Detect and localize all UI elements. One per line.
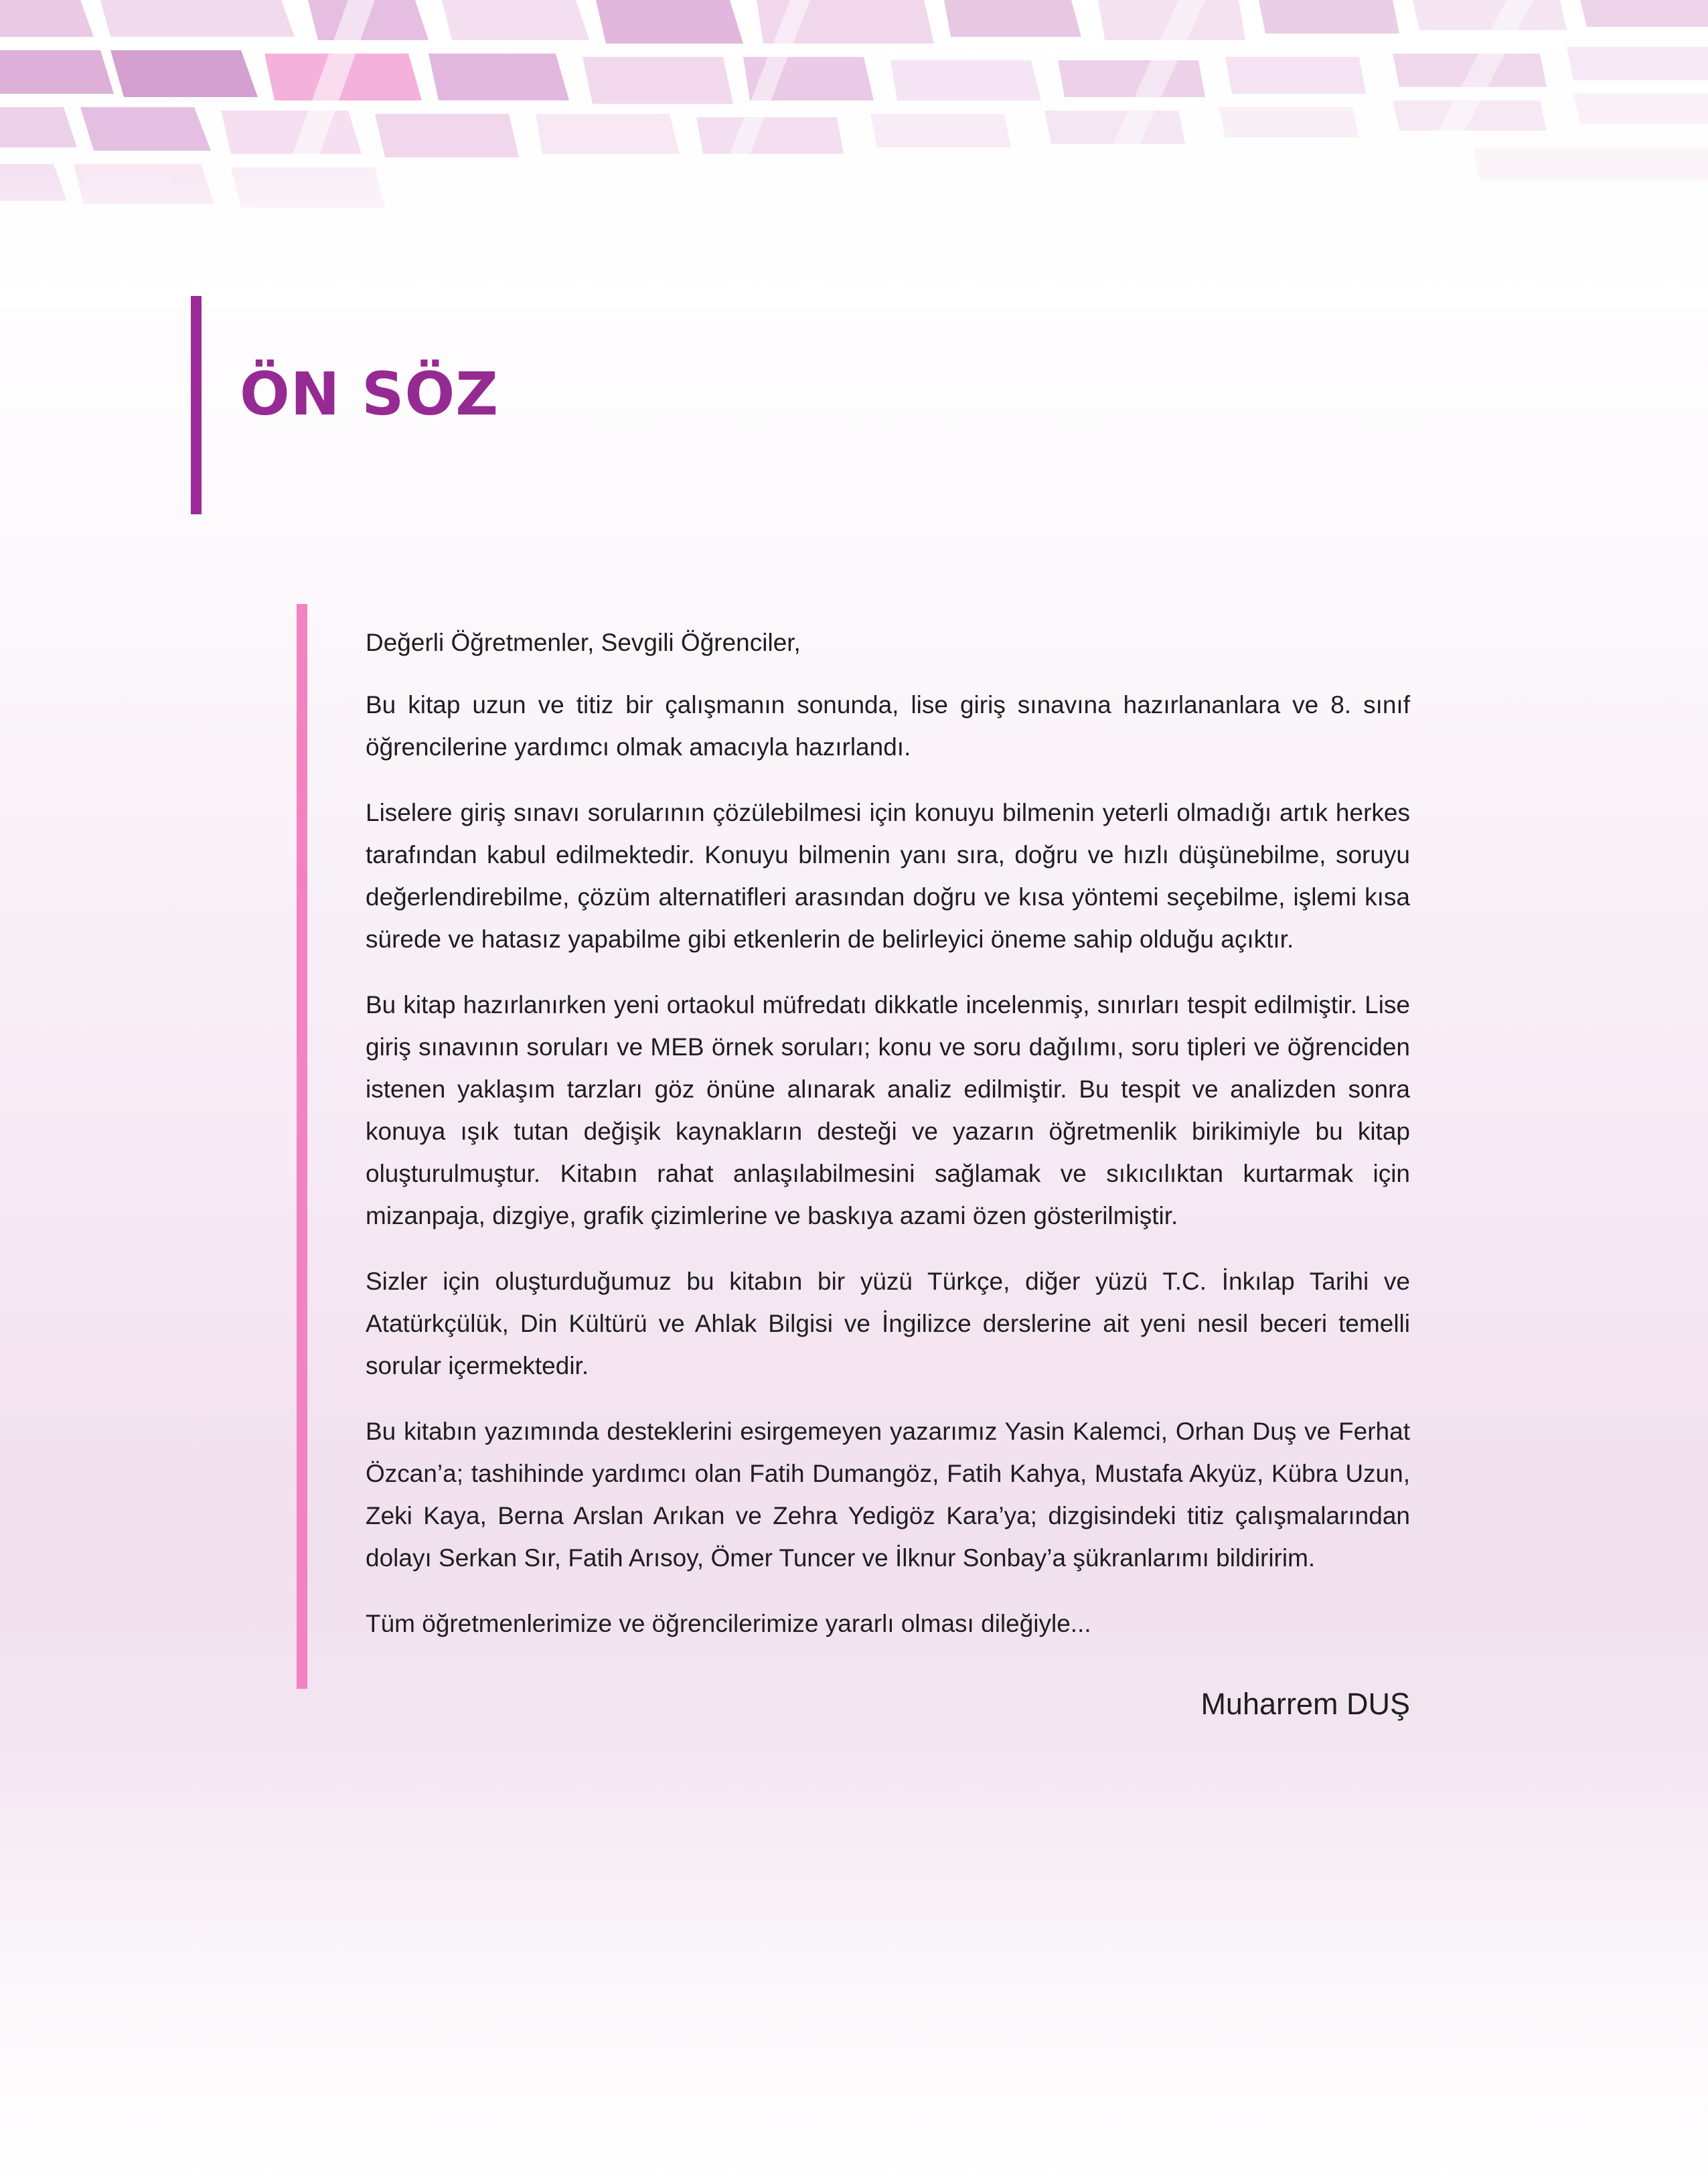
page-title: ÖN SÖZ xyxy=(240,360,499,429)
paragraph: Bu kitabın yazımında desteklerini esirgemeyen yazarımız Yasin Kalemci, Orhan Duş ve Ferhat Özcan’a; tashihinde yardımcı olan Fatih Dumangöz, Fatih Kahya, Mustafa Akyüz, Kübra Uzun, Zeki Kaya, Berna Arslan Arıkan ve Zehra Yedigöz Kara’ya; dizgisindeki titiz çalışmalarından dolayı Serkan Sır, Fatih Arısoy, Ömer Tuncer ve İlknur Sonbay’a şükranlarımı bildiririm. xyxy=(366,1418,1410,1572)
title-accent-bar xyxy=(191,296,202,514)
closing-line: Tüm öğretmenlerimize ve öğrencilerimize yararlı olması dileğiyle... xyxy=(366,1610,1091,1637)
preface-body xyxy=(366,621,1410,1668)
paragraph: Sizler için oluşturduğumuz bu kitabın bir yüzü Türkçe, diğer yüzü T.C. İnkılap Tarihi ve Atatürkçülük, Din Kültürü ve Ahlak Bilgisi ve İngilizce derslerine ait yeni nesil beceri temelli sorular içermektedir. xyxy=(366,1268,1410,1379)
author-signature: Muharrem DUŞ xyxy=(1200,1687,1410,1721)
greeting: Değerli Öğretmenler, Sevgili Öğrenciler, xyxy=(366,629,801,656)
paragraph: Bu kitap uzun ve titiz bir çalışmanın sonunda, lise giriş sınavına hazırlananlara ve 8. sınıf öğrencilerine yardımcı olmak amacıyla hazırlandı. xyxy=(366,691,1410,761)
header-decoration xyxy=(0,0,1708,308)
content-accent-bar xyxy=(297,604,307,1689)
paragraph: Liselere giriş sınavı sorularının çözülebilmesi için konuyu bilmenin yeterli olmadığı artık herkes tarafından kabul edilmektedir. Konuyu bilmenin yanı sıra, doğru ve hızlı düşünebilme, soruyu değerlendirebilme, çözüm alternatifleri arasından doğru ve kısa yöntemi seçebilme, işlemi kısa sürede ve hatasız yapabilme gibi etkenlerin de belirleyici öneme sahip olduğu açıktır. xyxy=(366,799,1410,953)
paragraph: Bu kitap hazırlanırken yeni ortaokul müfredatı dikkatle incelenmiş, sınırları tespit edilmiştir. Lise giriş sınavının soruları ve MEB örnek soruları; konu ve soru dağılımı, soru tipleri ve öğrenciden istenen yaklaşım tarzları göz önüne alınarak analiz edilmiştir. Bu tespit ve analizden sonra konuya ışık tutan değişik kaynakların desteği ve yazarın öğretmenlik birikimiyle bu kitap oluşturulmuştur. Kitabın rahat anlaşılabilmesini sağlamak ve sıkıcılıktan kurtarmak için mizanpaja, dizgiye, grafik çizimlerine ve baskıya azami özen gösterilmiştir. xyxy=(366,991,1410,1229)
